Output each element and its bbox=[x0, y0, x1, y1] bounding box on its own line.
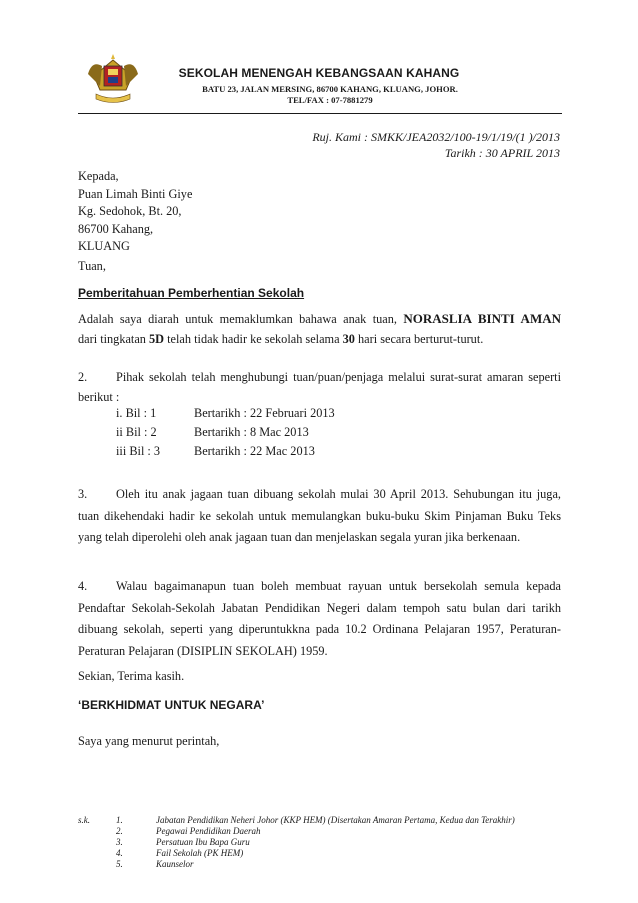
paragraph-3 bbox=[78, 484, 561, 549]
paragraph-text: Oleh itu anak jagaan tuan dibuang sekolah mulai 30 April 2013. Sehubungan itu juga, tuan dikehendaki hadir ke sekolah untuk memulangkan buku-buku Skim Pinjaman Buku Teks yang telah diperolehi oleh anak jagaan tuan dan menjelaskan segala yuran jika berkenaan. bbox=[78, 487, 561, 544]
sk-item bbox=[116, 815, 515, 826]
subject-title: Pemberitahuan Pemberhentian Sekolah bbox=[78, 286, 305, 300]
paragraph-number: 3. bbox=[78, 487, 88, 501]
reference-number: Ruj. Kami : SMKK/JEA2032/100-19/1/19/(1 )/2013 bbox=[312, 130, 560, 144]
letter-bil: ii Bil : 2 bbox=[116, 425, 157, 439]
list-item bbox=[116, 444, 335, 463]
salutation: Tuan, bbox=[78, 259, 106, 273]
warning-letter-list bbox=[116, 406, 335, 463]
school-motto: ‘BERKHIDMAT UNTUK NEGARA’ bbox=[78, 698, 265, 712]
sk-number: 2. bbox=[116, 826, 123, 836]
paragraph-text: Walau bagaimanapun tuan boleh membuat rayuan untuk bersekolah semula kepada Pendaftar Sekolah-Sekolah Jabatan Pendidikan Negeri dalam tempoh satu bulan dari tarikh dibuang sekolah, seperti yang diperuntukkna pada 10.2 Ordinana Pelajaran 1957, Peraturan-Peraturan Pelajaran (DISIPLIN SEKOLAH) 1959. bbox=[78, 579, 561, 658]
address-line: BATU 23, JALAN MERSING, 86700 KAHANG, KLUANG, JOHOR. bbox=[202, 84, 458, 94]
school-name: SEKOLAH MENENGAH KEBANGSAAN KAHANG bbox=[178, 66, 460, 80]
student-form: 5D bbox=[149, 332, 165, 346]
letter-date: Tarikh : 30 APRIL 2013 bbox=[444, 146, 560, 160]
para-text: dari tingkatan bbox=[78, 332, 150, 346]
sk-text: Pegawai Pendidikan Daerah bbox=[156, 826, 261, 836]
sk-item bbox=[116, 848, 515, 859]
recipient-name: Puan Limah Binti Giye bbox=[78, 186, 193, 201]
sk-text: Kaunselor bbox=[156, 859, 194, 869]
recipient-line: 86700 Kahang, bbox=[78, 221, 154, 236]
sk-label: s.k. bbox=[78, 815, 90, 825]
sk-item bbox=[116, 826, 515, 837]
paragraph-number: 4. bbox=[78, 579, 88, 593]
para-text: hari secara berturut-turut. bbox=[354, 332, 484, 346]
reference-block bbox=[312, 129, 560, 161]
recipient-line: Kg. Sedohok, Bt. 20, bbox=[78, 204, 182, 218]
letter-bil: iii Bil : 3 bbox=[116, 444, 161, 458]
closing-thanks: Sekian, Terima kasih. bbox=[78, 669, 185, 683]
letter-bil: i. Bil : 1 bbox=[116, 406, 157, 420]
recipient-address bbox=[78, 168, 192, 256]
sk-number: 4. bbox=[116, 848, 123, 858]
telfax-line: TEL/FAX : 07-7881279 bbox=[287, 95, 373, 105]
sk-number: 1. bbox=[116, 815, 123, 825]
paragraph-4 bbox=[78, 576, 561, 662]
letter-date: Bertarikh : 22 Mac 2013 bbox=[194, 444, 315, 458]
paragraph-1 bbox=[78, 309, 561, 349]
sk-number: 3. bbox=[116, 837, 123, 847]
absent-days: 30 bbox=[342, 332, 355, 346]
sk-item bbox=[116, 837, 515, 848]
paragraph-2 bbox=[78, 367, 561, 407]
paragraph-number: 2. bbox=[78, 370, 88, 384]
sk-number: 5. bbox=[116, 859, 123, 869]
sk-text: Fail Sekolah (PK HEM) bbox=[156, 848, 244, 858]
kepada-label: Kepada, bbox=[78, 169, 119, 183]
school-address bbox=[180, 84, 480, 106]
letter-date: Bertarikh : 8 Mac 2013 bbox=[194, 425, 309, 439]
recipient-line: KLUANG bbox=[78, 239, 130, 253]
sk-item bbox=[116, 859, 515, 870]
signature-line: Saya yang menurut perintah, bbox=[78, 734, 220, 748]
letterhead-divider bbox=[78, 113, 562, 114]
list-item bbox=[116, 406, 335, 425]
student-name: NORASLIA BINTI AMAN bbox=[403, 311, 561, 326]
sk-text: Jabatan Pendidikan Neheri Johor (KKP HEM) (Disertakan Amaran Pertama, Kedua dan Terakhir) bbox=[156, 815, 515, 825]
list-item bbox=[116, 425, 335, 444]
paragraph-1-line bbox=[78, 309, 561, 329]
sk-list bbox=[116, 815, 515, 870]
para-text: Adalah saya diarah untuk memaklumkan bahawa anak tuan, bbox=[78, 312, 404, 326]
letter-date: Bertarikh : 22 Februari 2013 bbox=[194, 406, 335, 420]
paragraph-text: Pihak sekolah telah menghubungi tuan/puan/penjaga melalui surat-surat amaran seperti berikut : bbox=[78, 370, 561, 404]
sk-text: Persatuan Ibu Bapa Guru bbox=[156, 837, 250, 847]
paragraph-1-line bbox=[78, 329, 561, 349]
para-text: telah tidak hadir ke sekolah selama bbox=[164, 332, 343, 346]
